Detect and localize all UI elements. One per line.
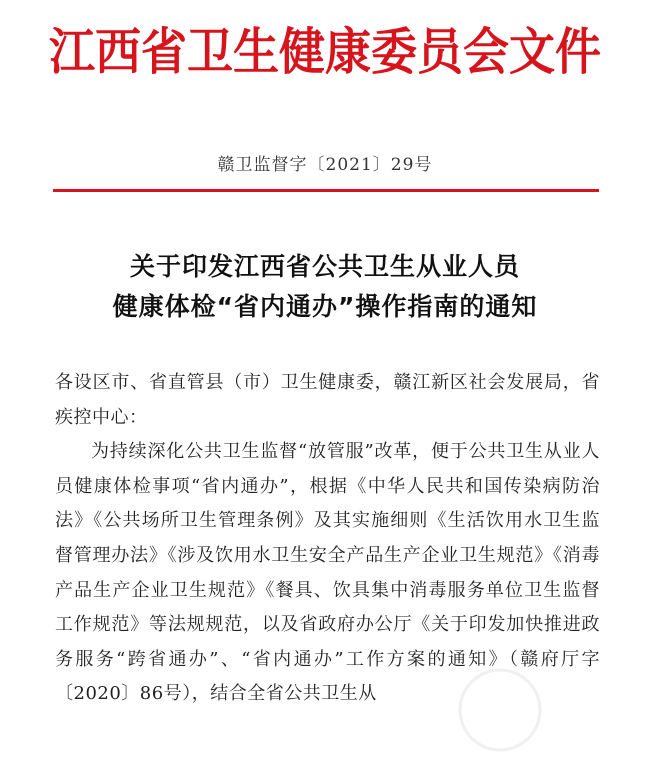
document-number: 赣卫监督字〔2021〕29号 <box>217 155 433 175</box>
document-issuer-header: 江西省卫生健康委员会文件 <box>49 22 601 81</box>
watermark-logo <box>400 660 600 760</box>
addressee-paragraph: 各设区市、省直管县（市）卫生健康委，赣江新区社会发展局，省疾控中心： <box>55 372 600 428</box>
document-title-line-1: 关于印发江西省公共卫生从业人员 <box>129 252 520 281</box>
document-title-line-2: 健康体检“省内通办”操作指南的通知 <box>112 292 538 321</box>
red-divider-line <box>53 189 599 192</box>
body-paragraph-1: 为持续深化公共卫生监督“放管服”改革，便于公共卫生从业人员健康体检事项“省内通办”，根据《中华人民共和国传染病防治法》《公共场所卫生管理条例》及其实施细则《生活饮用水卫生监督管理办法》《涉及饮用水卫生安全产品生产企业卫生规范》《消毒产品生产企业卫生规范》《餐具、饮具集中消毒服务单位卫生监督工作规范》等法规规范，以及省政府办公厅《关于印发加快推进政务服务“跨省通办”、“省内通办”工作方案的通知》（赣府厅字〔2020〕86号），结合全省公共卫生从 <box>55 441 600 705</box>
